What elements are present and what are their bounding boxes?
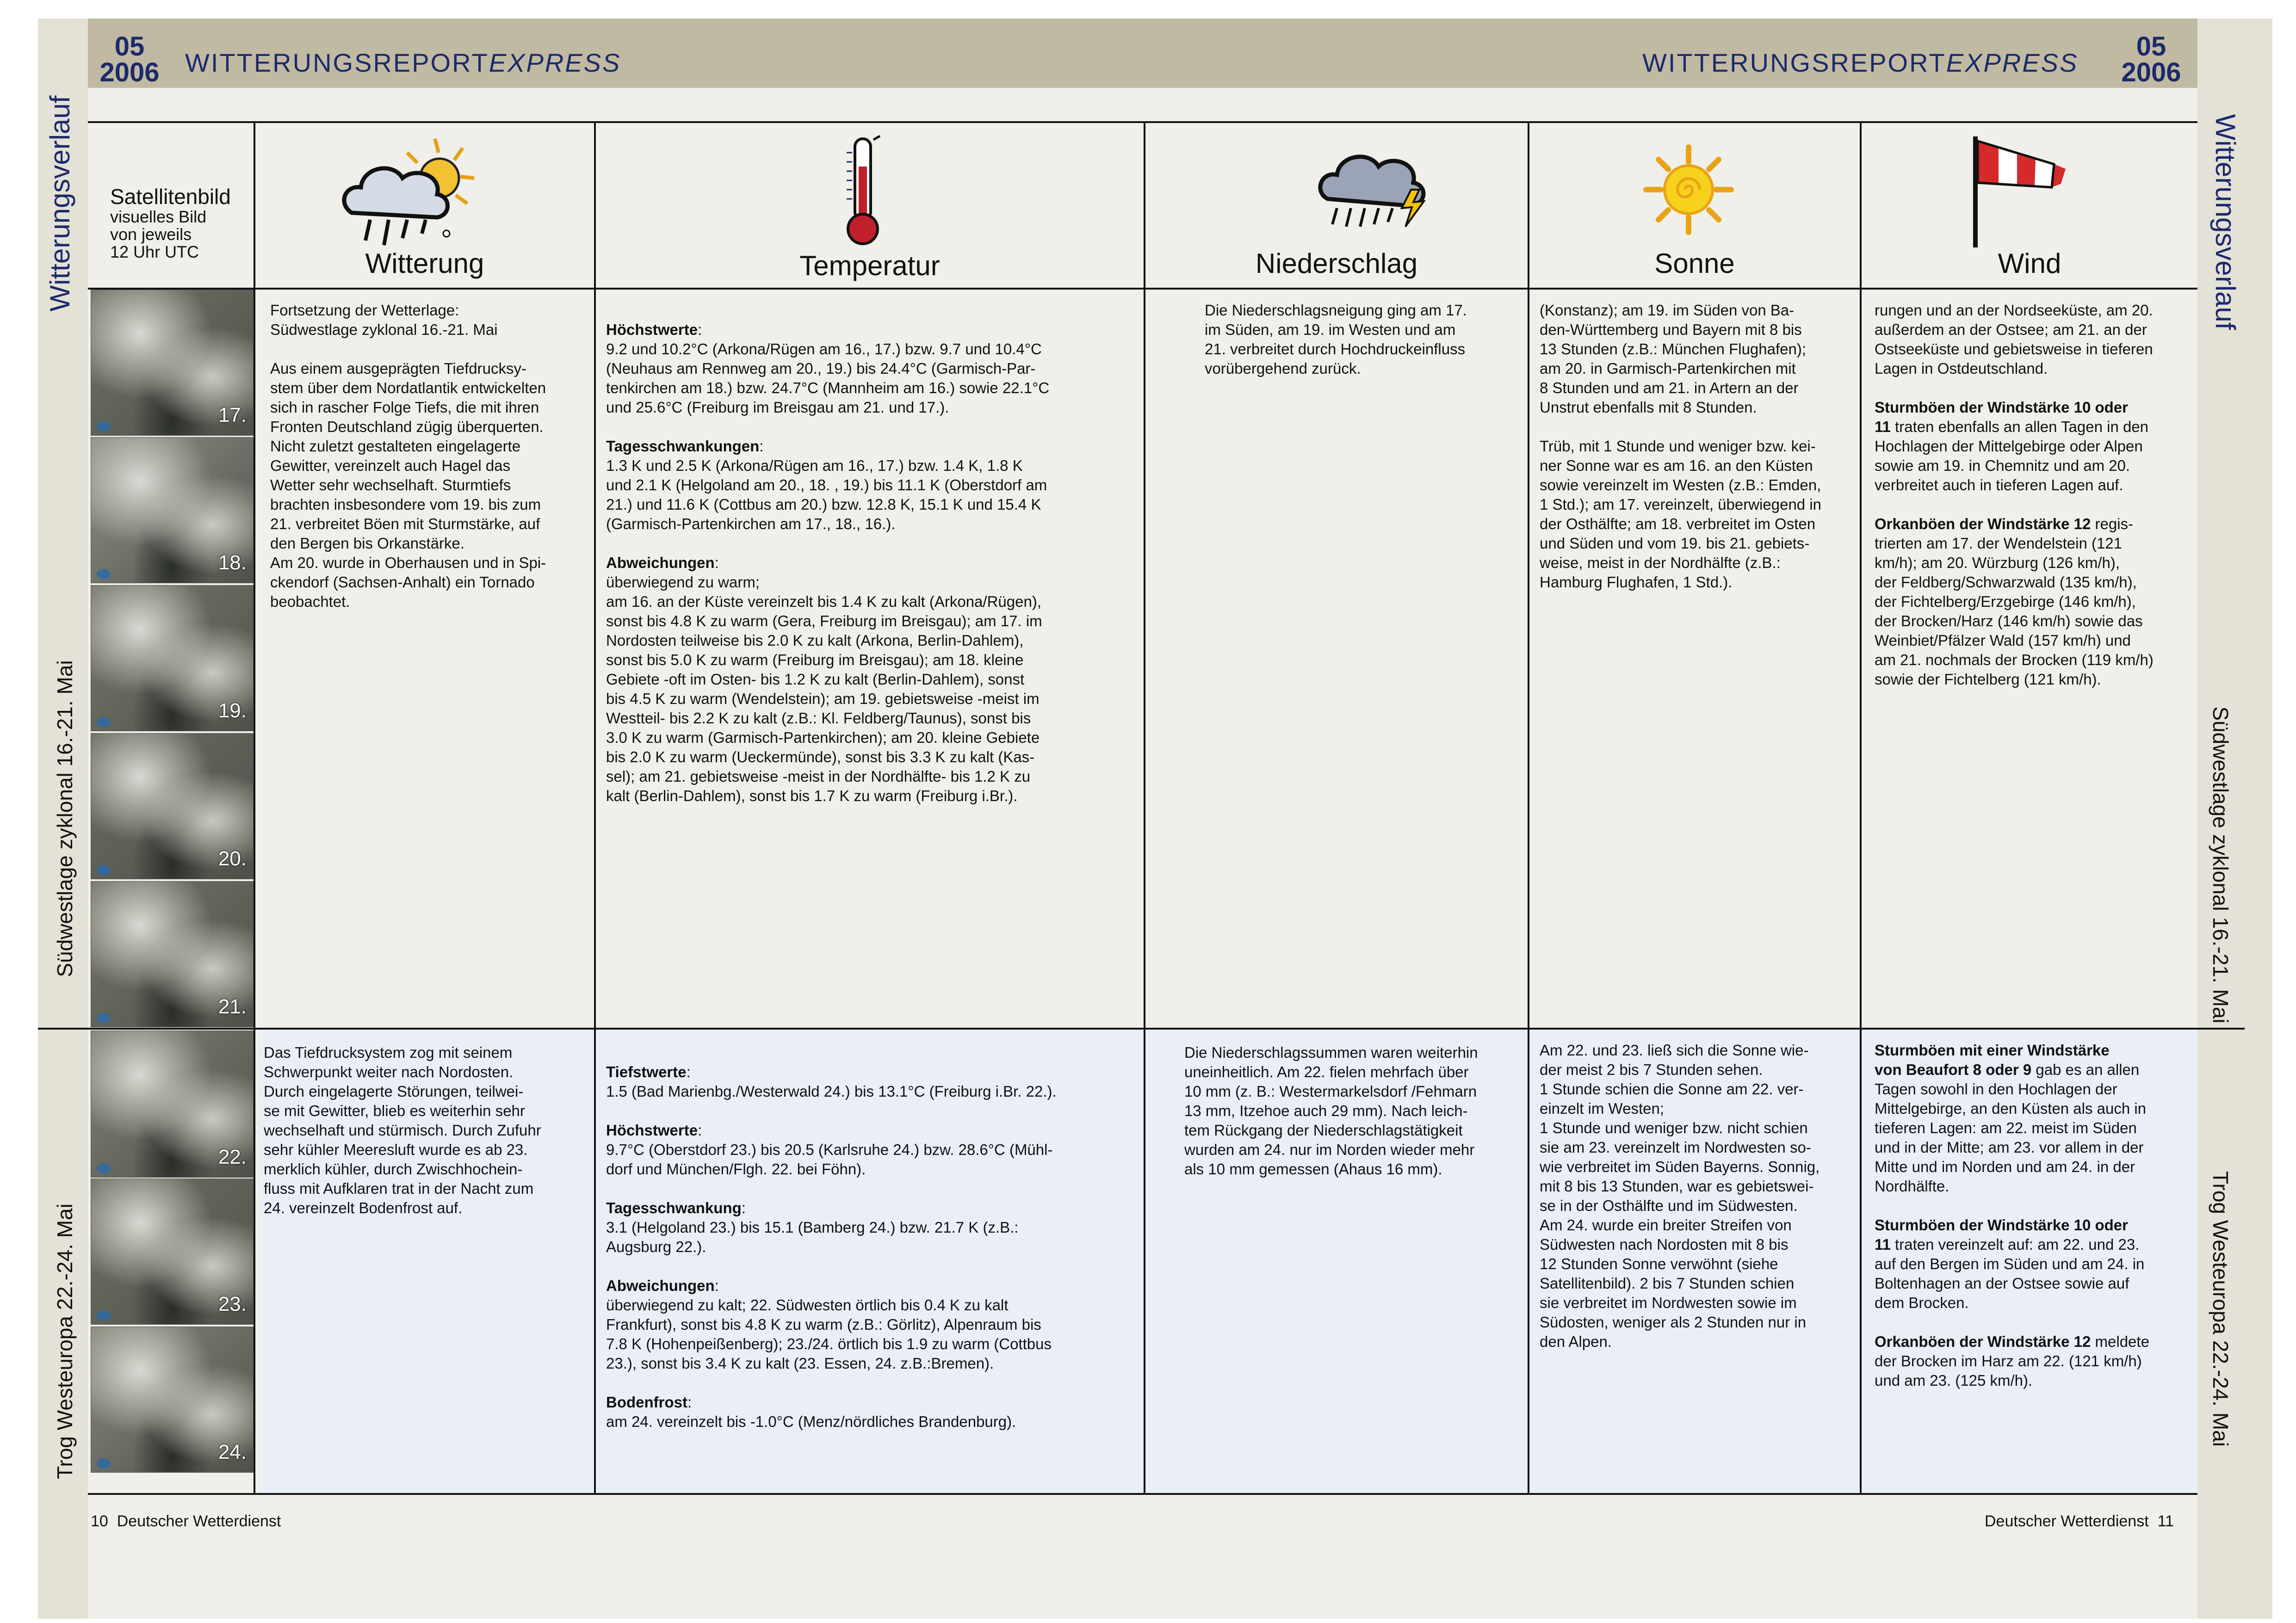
satellite-logo-icon xyxy=(97,1310,111,1321)
satellite-day-label: 20. xyxy=(218,847,247,870)
issue-month-left: 05 xyxy=(114,31,145,62)
report-title-main: WITTERUNGSREPORT xyxy=(185,48,489,77)
col-rule-1 xyxy=(254,121,255,1495)
side-label-period1-right: Südwestlage zyklonal 16.-21. Mai xyxy=(2209,706,2233,1024)
period2-witterung-text: Das Tiefdrucksystem zog mit seinem Schwerpunkt weiter nach Nordosten. Durch eingelagerte Störungen, teilwei- se mit Gewitter, blieb es weiterhin sehr wechselhaft und stürmisch. Durch Zufuhr sehr kühler Meeresluft wurde es ab 23. merklich kühler, durch Zwischhochein- fluss mit Aufklaren trat in der Nacht zum 24. vereinzelt Bodenfrost auf. xyxy=(264,1044,541,1216)
column-header-sonne: Sonne xyxy=(1654,248,1735,279)
column-header-witterung: Witterung xyxy=(365,248,484,279)
temp-paragraph: 1.5 (Bad Marienbg./Westerwald 24.) bis 13.1°C (Freiburg i.Br. 22.). xyxy=(606,1083,1057,1100)
satellite-sub3: 12 Uhr UTC xyxy=(110,242,199,261)
publisher-right: Deutscher Wetterdienst xyxy=(1985,1512,2149,1530)
temp-heading: Tiefstwerte xyxy=(606,1063,687,1080)
column-header-niederschlag: Niederschlag xyxy=(1255,248,1418,279)
temp-heading: Höchstwerte xyxy=(606,321,698,338)
temp-paragraph: am 24. vereinzelt bis -1.0°C (Menz/nördliches Brandenburg). xyxy=(606,1413,1016,1430)
wind-paragraph: regis- trierten am 17. der Wendelstein (121 km/h); am 20. Würzburg (126 km/h), der Feldberg/Schwarzwald (135 km/h), der Fichtelberg/Erzgebirge (146 km/h), der Brocken/Harz (146 km/h) sowie das Weinbiet/Pfälzer Wald (157 km/h) und am 21. nochmals der Brocken (119 km/h) sowie der Fichtelberg (121 km/h). xyxy=(1875,515,2154,688)
issue-month-right: 05 xyxy=(2136,31,2166,62)
report-title-left xyxy=(185,50,621,76)
windsock-icon xyxy=(1962,132,2073,252)
period1-wind-text xyxy=(1875,301,2194,689)
col-rule-2 xyxy=(594,121,596,1495)
wind-paragraph: gab es an allen Tagen sowohl in den Hochlagen der Mittelgebirge, an den Küsten als auch in tieferen Lagen: am 22. meist im Süden und in der Mitte; am 23. vor allem in der Mitte und im Norden und am 24. in der Nordhälfte. xyxy=(1875,1061,2147,1195)
temp-paragraph: überwiegend zu kalt; 22. Südwesten örtlich bis 0.4 K zu kalt Frankfurt), sonst bis 4.8 K zu warm (z.B.: Görlitz), Alpenraum bis 7.8 K (Hohenpeißenberg); 23./24. örtlich bis 1.9 zu warm (Cottbus 23.), sonst bis 3.4 K zu kalt (23. Essen, 24. z.B.:Bremen). xyxy=(606,1296,1052,1372)
temp-heading: Abweichungen xyxy=(606,1277,715,1294)
col-rule-3 xyxy=(1144,121,1145,1495)
temp-paragraph: überwiegend zu warm; am 16. an der Küste vereinzelt bis 1.4 K zu kalt (Arkona/Rügen), sonst bis 4.8 K zu warm (Gera, Freiburg im Breisgau); am 17. im Nordosten teilweise bis 2.0 K zu kalt (Arkona, Berlin-Dahlem), sonst bis 5.0 K zu warm (Freiburg im Breisgau); am 18. kleine Gebiete -oft im Osten- bis 1.2 K zu kalt (Berlin-Dahlem), sonst bis 4.5 K zu warm (Wendelstein); am 19. gebietsweise -meist im Westteil- bis 2.2 K zu kalt (z.B.: Kl. Feldberg/Taunus), sonst bis 3.0 K zu warm (Garmisch-Partenkirchen); am 20. kleine Gebiete bis 2.0 K zu warm (Ueckermünde), sonst bis 3.3 K zu kalt (Kas- sel); am 21. gebietsweise -meist in der Nordhälfte- bis 1.2 K zu kalt (Berlin-Dahlem), sonst bis 1.7 K zu warm (Freiburg i.Br.). xyxy=(606,574,1042,804)
report-title-express: EXPRESS xyxy=(489,48,621,77)
satellite-logo-icon xyxy=(97,865,111,875)
temp-paragraph: 9.7°C (Oberstdorf 23.) bis 20.5 (Karlsruhe 24.) bzw. 28.6°C (Mühl- dorf und München/Flgh. 22. bei Föhn). xyxy=(606,1141,1053,1178)
temp-heading: Tagesschwankungen xyxy=(606,438,760,455)
satellite-image xyxy=(91,1327,254,1473)
satellite-title: Satellitenbild xyxy=(110,185,231,209)
period1-sonne-text: (Konstanz); am 19. im Süden von Ba- den-Württemberg und Bayern mit 8 bis 13 Stunden (z.B.: München Flughafen); am 20. in Garmisch-Partenkirchen mit 8 Stunden und am 21. in Artern an der Unstrut ebenfalls mit 8 Stunden. Trüb, mit 1 Stunde und weniger bzw. kei- ner Sonne war es am 16. an den Küsten sowie vereinzelt im Westen (z.B.: Emden, 1 Std.); am 17. vereinzelt, überwiegend in der Osthälfte; am 18. verbreitet im Osten und Süden und vom 19. bis 21. gebiets- weise, meist in der Nordhälfte (z.B.: Hamburg Flughafen, 1 Std.). xyxy=(1540,302,1822,591)
col-rule-4 xyxy=(1528,121,1529,1495)
satellite-day-label: 21. xyxy=(218,995,247,1018)
satellite-day-label: 22. xyxy=(218,1146,247,1168)
publisher-left: Deutscher Wetterdienst xyxy=(117,1512,281,1530)
satellite-day-label: 24. xyxy=(218,1441,247,1463)
page-number-left: 10 xyxy=(91,1512,108,1530)
satellite-logo-icon xyxy=(97,717,111,727)
side-label-period2-left: Trog Westeuropa 22.-24. Mai xyxy=(53,1203,77,1479)
satellite-sub1: visuelles Bild xyxy=(110,207,207,226)
satellite-day-label: 17. xyxy=(218,404,247,426)
temp-paragraph: 3.1 (Helgoland 23.) bis 15.1 (Bamberg 24.) bzw. 21.7 K (z.B.: Augsburg 22.). xyxy=(606,1219,1019,1255)
satellite-sub2: von jeweils xyxy=(110,225,192,244)
temp-heading: Tagesschwankung xyxy=(606,1199,742,1216)
period1-niederschlag-text: Die Niederschlagsneigung ging am 17. im Süden, am 19. im Westen und am 21. verbreitet durch Hochdruckeinfluss vorübergehend zurück. xyxy=(1205,302,1467,377)
satellite-day-label: 18. xyxy=(218,551,247,574)
table-top-rule xyxy=(88,121,2197,123)
period-divider-rule xyxy=(38,1028,2245,1030)
temp-heading: Bodenfrost xyxy=(606,1394,687,1411)
wind-paragraph: meldete der Brocken im Harz am 22. (121 km/h) und am 23. (125 km/h). xyxy=(1875,1333,2149,1389)
satellite-image xyxy=(91,585,254,731)
satellite-logo-icon xyxy=(97,569,111,579)
temp-heading: Höchstwerte xyxy=(606,1122,698,1139)
side-label-left-top: Witterungsverlauf xyxy=(44,95,75,312)
satellite-logo-icon xyxy=(97,1163,111,1173)
period1-witterung-text: Fortsetzung der Wetterlage: Südwestlage zyklonal 16.-21. Mai Aus einem ausgeprägten Tiefdrucksy- stem über dem Nordatlantik entwickelten sich in rascher Folge Tiefs, die mit ihren Fronten Deutschland zügig überquerten. Nicht zuletzt gestalteten eingelagerte Gewitter, vereinzelt auch Hagel das Wetter sehr wechselhaft. Sturmtiefs brachten insbesondere vom 19. bis zum 21. verbreitet Böen mit Sturmstärke, auf den Bergen bis Orkanstärke. Am 20. wurde in Oberhausen und in Spi- ckendorf (Sachsen-Anhalt) ein Tornado beobachtet. xyxy=(270,302,546,610)
side-label-right-top: Witterungsverlauf xyxy=(2210,114,2241,330)
footer-right xyxy=(1985,1512,2174,1530)
satellite-day-label: 19. xyxy=(218,699,247,722)
issue-year-left: 2006 xyxy=(99,57,160,87)
period1-temperatur-text: Höchstwerte: 9.2 und 10.2°C (Arkona/Rügen am 16., 17.) bzw. 9.7 und 10.4°C (Neuhaus am Rennweg am 20., 19.) bis 24.4°C (Garmisch-Par- tenkirchen am 18.) bzw. 24.7°C (Mannheim am 16.) sowie 22.1°C und 25.6°C (Freiburg im Breisgau am 21. und 17.). Tagesschwankungen: 1.3 K und 2.5 K (Arkona/Rügen am 16., 17.) bzw. 1.4 K, 1.8 K und 2.1 K (Helgoland am 20., 18. , 19.) bis 11.1 K (Oberstdorf am 21.) und 11.6 K (Cottbus am 20.) bzw. 12.8 K, 15.1 K und 15.4 K (Garmisch-Partenkirchen am 17., 18., 16.). Abweichungen: überwiegend zu warm; am 16. an der Küste vereinzelt bis 1.4 K zu kalt (Arkona/Rügen), sonst bis 4.8 K zu warm (Gera, Freiburg im Breisgau); am 17. im Nordosten teilweise bis 2.0 K zu kalt (Arkona, Berlin-Dahlem), sonst bis 5.0 K zu warm (Freiburg im Breisgau); am 18. kleine Gebiete -oft im Osten- bis 1.2 K zu kalt (Berlin-Dahlem), sonst bis 4.5 K zu warm (Wendelstein); am 19. gebietsweise -meist im Westteil- bis 2.2 K zu kalt (z.B.: Kl. Feldberg/Taunus), sonst bis 3.0 K zu warm (Garmisch-Partenkirchen); am 20. kleine Gebiete bis 2.0 K zu warm (Ueckermünde), sonst bis 3.3 K zu kalt (Kas- sel); am 21. gebietsweise -meist in der Nordhälfte- bis 1.2 K zu kalt (Berlin-Dahlem), sonst bis 1.7 K zu warm (Freiburg i.Br.). xyxy=(606,321,1050,804)
header-row-rule xyxy=(88,288,2197,290)
report-title-right xyxy=(1642,50,2078,76)
temp-paragraph: 1.3 K und 2.5 K (Arkona/Rügen am 16., 17.) bzw. 1.4 K, 1.8 K und 2.1 K (Helgoland am 20., 18. , 19.) bis 11.1 K (Oberstdorf am 21.) und 11.6 K (Cottbus am 20.) bzw. 12.8 K, 15.1 K und 15.4 K (Garmisch-Partenkirchen am 17., 18., 16.). xyxy=(606,457,1047,532)
satellite-caption xyxy=(110,185,254,261)
temp-paragraph: 9.2 und 10.2°C (Arkona/Rügen am 16., 17.) bzw. 9.7 und 10.4°C (Neuhaus am Rennweg am 20., 19.) bis 24.4°C (Garmisch-Par- tenkirchen am 18.) bzw. 24.7°C (Mannheim am 16.) sowie 22.1°C und 25.6°C (Freiburg im Breisgau am 21. und 17.). xyxy=(606,340,1050,416)
satellite-logo-icon xyxy=(97,1013,111,1023)
satellite-logo-icon xyxy=(97,421,111,432)
satellite-image xyxy=(91,881,254,1027)
satellite-image xyxy=(91,437,254,583)
col-rule-5 xyxy=(1860,121,1862,1495)
temp-heading: Abweichungen xyxy=(606,554,715,571)
period2-wind-text xyxy=(1875,1041,2194,1390)
issue-year-right: 2006 xyxy=(2121,57,2181,87)
satellite-image xyxy=(91,733,254,879)
satellite-logo-icon xyxy=(97,1458,111,1469)
wind-paragraph: traten ebenfalls an allen Tagen in den Hochlagen der Mittelgebirge oder Alpen sowie am 19. in Chemnitz und am 20. verbreitet auch in tieferen Lagen auf. xyxy=(1875,418,2149,494)
report-title-express: EXPRESS xyxy=(1946,48,2079,77)
satellite-image xyxy=(91,1179,254,1325)
period2-temperatur-text: Tiefstwerte: 1.5 (Bad Marienbg./Westerwald 24.) bis 13.1°C (Freiburg i.Br. 22.). Höchstwerte: 9.7°C (Oberstdorf 23.) bis 20.5 (Karlsruhe 24.) bzw. 28.6°C (Mühl- dorf und München/Flgh. 22. bei Föhn). Tagesschwankung: 3.1 (Helgoland 23.) bis 15.1 (Bamberg 24.) bzw. 21.7 K (z.B.: Augsburg 22.). Abweichungen: überwiegend zu kalt; 22. Südwesten örtlich bis 0.4 K zu kalt Frankfurt), sonst bis 4.8 K zu warm (z.B.: Görlitz), Alpenraum bis 7.8 K (Hohenpeißenberg); 23./24. örtlich bis 1.9 zu warm (Cottbus 23.), sonst bis 3.4 K zu kalt (23. Essen, 24. z.B.:Bremen). Bodenfrost: am 24. vereinzelt bis -1.0°C (Menz/nördliches Brandenburg). xyxy=(606,1063,1057,1430)
period2-sonne-text: Am 22. und 23. ließ sich die Sonne wie- der meist 2 bis 7 Stunden sehen. 1 Stunde schien die Sonne am 22. ver- einzelt im Westen; 1 Stunde und weniger bzw. nicht schien sie am 23. vereinzelt im Nordwesten so- wie verbreitet im Süden Bayerns. Sonnig, mit 8 bis 13 Stunden, war es gebietswei- se in der Osthälfte und im Südwesten. Am 24. wurde ein breiter Streifen von Südwesten nach Nordosten mit 8 bis 12 Stunden Sonne verwöhnt (siehe Satellitenbild). 2 bis 7 Stunden schien sie verbreitet im Nordwesten sowie im Südosten, weniger als 2 Stunden nur in den Alpen. xyxy=(1540,1042,1820,1350)
footer-left xyxy=(91,1512,281,1530)
period2-niederschlag-text: Die Niederschlagssummen waren weiterhin uneinheitlich. Am 22. fielen mehrfach über 10 mm (z. B.: Westermarkelsdorf /Fehmarn 13 mm, Itzehoe auch 29 mm). Nach leich- tem Rückgang der Niederschlagstätigkeit wurden am 24. nur im Norden wieder mehr als 10 mm gemessen (Ahaus 16 mm). xyxy=(1184,1044,1478,1178)
thermometer-icon xyxy=(837,134,888,250)
wind-heading: Orkanböen der Windstärke 12 xyxy=(1875,1333,2091,1350)
page-number-right: 11 xyxy=(2157,1512,2174,1530)
column-header-temperatur: Temperatur xyxy=(799,250,940,281)
wind-heading: Sturmböen mit einer Windstärke von Beaufort 8 oder 9 xyxy=(1875,1042,2110,1078)
report-title-main: WITTERUNGSREPORT xyxy=(1642,48,1946,77)
satellite-image xyxy=(91,1031,254,1178)
rain-cloud-icon xyxy=(1314,143,1434,231)
satellite-day-label: 23. xyxy=(218,1293,247,1315)
sun-icon xyxy=(1642,143,1735,236)
column-header-wind: Wind xyxy=(1998,248,2061,279)
wind-paragraph: rungen und an der Nordseeküste, am 20. außerdem an der Ostsee; am 21. an der Ostseeküste und gebietsweise in tieferen Lagen in Ostdeutschland. xyxy=(1875,302,2153,377)
wind-heading: Sturmböen der Windstärke 10 oder 11 xyxy=(1875,399,2128,435)
cloud-sun-icon xyxy=(333,134,490,254)
wind-heading: Orkanböen der Windstärke 12 xyxy=(1875,515,2091,532)
table-bottom-rule xyxy=(88,1493,2197,1495)
satellite-image xyxy=(91,290,254,436)
wind-paragraph: traten vereinzelt auf: am 22. und 23. auf den Bergen im Süden und am 24. in Boltenhagen an der Ostsee sowie auf dem Brocken. xyxy=(1875,1236,2145,1311)
side-label-period2-right: Trog Westeuropa 22.-24. Mai xyxy=(2209,1171,2233,1447)
side-label-period1-left: Südwestlage zyklonal 16.-21. Mai xyxy=(53,660,77,977)
wind-heading: Sturmböen der Windstärke 10 oder 11 xyxy=(1875,1216,2128,1253)
